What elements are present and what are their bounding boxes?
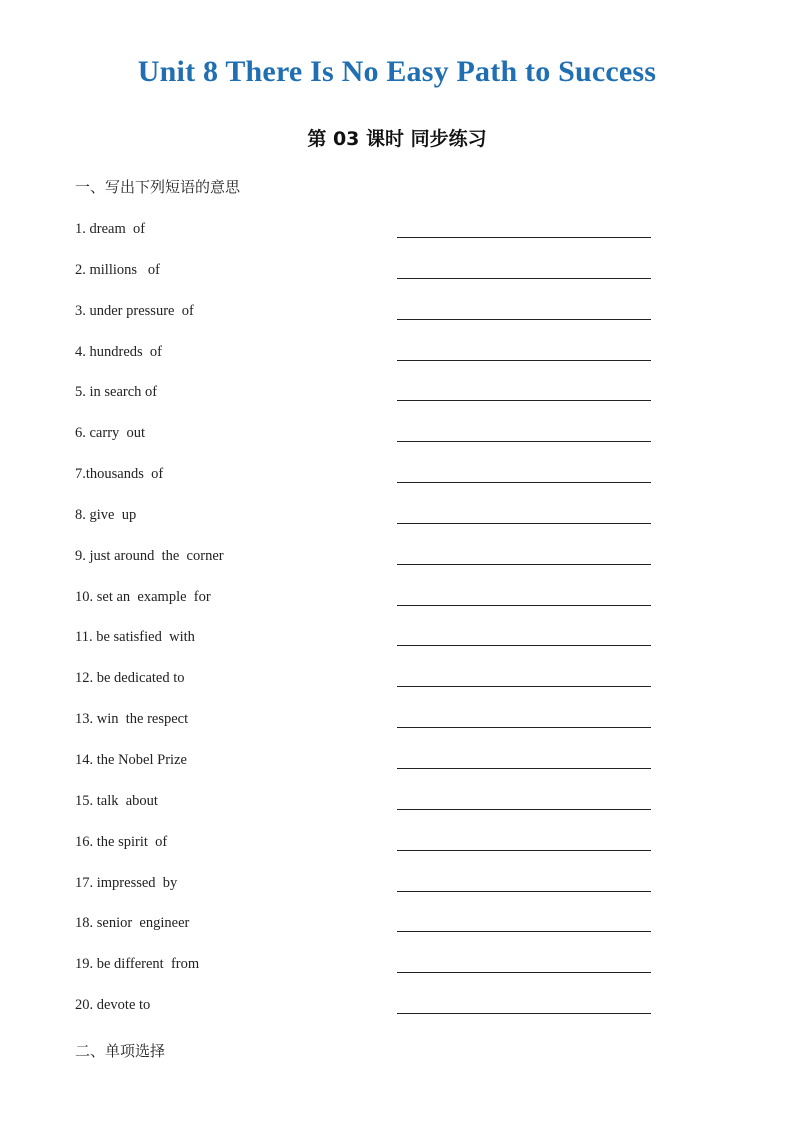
phrase-text: 10. set an example for	[75, 588, 211, 605]
list-item	[75, 629, 655, 670]
answer-blank	[397, 850, 651, 851]
phrase-text: 17. impressed by	[75, 874, 178, 891]
phrase-text: 19. be different from	[75, 956, 200, 973]
phrase-text: 15. talk about	[75, 792, 158, 809]
list-item	[75, 262, 655, 303]
list-item	[75, 466, 655, 507]
answer-blank	[397, 523, 651, 524]
list-item	[75, 425, 655, 466]
list-item	[75, 711, 655, 752]
phrase-text: 16. the spirit of	[75, 833, 168, 850]
phrase-text: 3. under pressure of	[75, 302, 194, 319]
answer-blank	[397, 605, 651, 606]
list-item	[75, 752, 655, 793]
list-item	[75, 221, 655, 262]
answer-blank	[397, 482, 651, 483]
phrase-text: 4. hundreds of	[75, 343, 162, 360]
phrase-text: 1. dream of	[75, 221, 146, 237]
list-item	[75, 793, 655, 834]
phrase-text: 12. be dedicated to	[75, 670, 185, 687]
answer-blank	[397, 441, 651, 442]
section-heading-single-choice: 二、单项选择	[75, 1042, 166, 1060]
answer-blank	[397, 237, 651, 238]
answer-blank	[397, 278, 651, 279]
answer-blank	[397, 768, 651, 769]
answer-blank	[397, 360, 651, 361]
list-item	[75, 834, 655, 875]
list-item	[75, 915, 655, 956]
phrase-text: 7.thousands of	[75, 466, 164, 483]
lesson-subtitle: 第 03 课时 同步练习	[307, 128, 487, 150]
list-item	[75, 875, 655, 916]
answer-blank	[397, 400, 651, 401]
phrase-text: 6. carry out	[75, 425, 146, 442]
list-item	[75, 344, 655, 385]
list-item	[75, 589, 655, 630]
list-item	[75, 507, 655, 548]
list-item	[75, 997, 655, 1038]
list-item	[75, 956, 655, 997]
answer-blank	[397, 931, 651, 932]
document-title: Unit 8 There Is No Easy Path to Success	[137, 55, 657, 88]
list-item	[75, 670, 655, 711]
answer-blank	[397, 1013, 651, 1014]
phrase-text: 13. win the respect	[75, 711, 189, 728]
answer-blank	[397, 727, 651, 728]
list-item	[75, 548, 655, 589]
phrase-text: 8. give up	[75, 506, 137, 523]
phrase-list	[75, 221, 655, 1038]
answer-blank	[397, 319, 651, 320]
list-item	[75, 303, 655, 344]
phrase-text: 5. in search of	[75, 384, 158, 401]
answer-blank	[397, 645, 651, 646]
phrase-text: 14. the Nobel Prize	[75, 751, 187, 768]
answer-blank	[397, 564, 651, 565]
phrase-text: 18. senior engineer	[75, 915, 190, 932]
answer-blank	[397, 972, 651, 973]
phrase-text: 11. be satisfied with	[75, 629, 195, 646]
section-heading-phrase-meanings: 一、写出下列短语的意思	[75, 178, 241, 196]
phrase-text: 20. devote to	[75, 997, 151, 1014]
list-item	[75, 384, 655, 425]
phrase-text: 2. millions of	[75, 261, 160, 278]
answer-blank	[397, 686, 651, 687]
answer-blank	[397, 809, 651, 810]
phrase-text: 9. just around the corner	[75, 547, 224, 564]
answer-blank	[397, 891, 651, 892]
